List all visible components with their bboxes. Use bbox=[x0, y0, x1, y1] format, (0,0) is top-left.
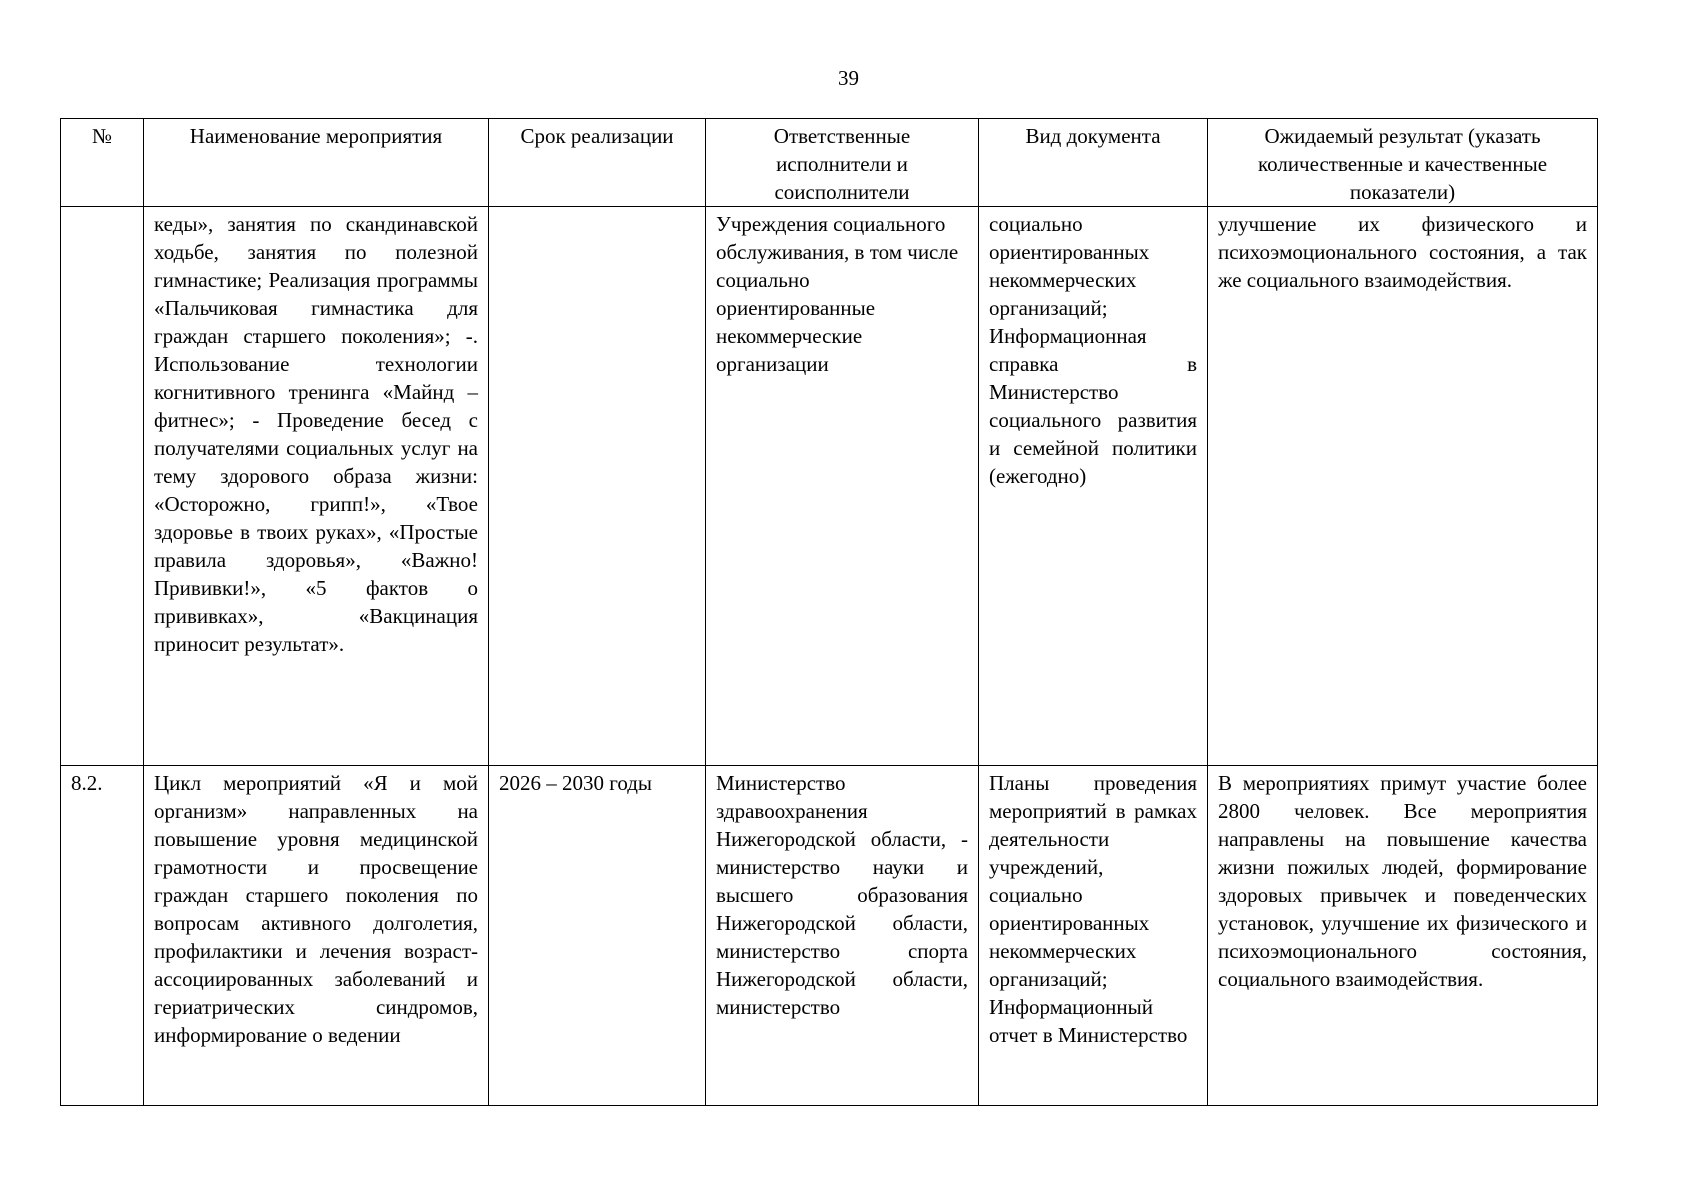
cell-name: кеды», занятия по скандинавской ходьбе, занятия по полезной гимнастике; Реализация программы «Пальчиковая гимнастика для граждан старшего поколения»; -. Использование технологии когнитивного тренинга «Майнд – фитнес»; - Проведение бесед с получателями социальных услуг на тему здорового образа жизни: «Осторожно, грипп!», «Твое здоровье в твоих руках», «Простые правила здоровья», «Важно! Прививки!», «5 фактов о прививках», «Вакцинация приносит результат». bbox=[144, 207, 489, 766]
cell-doc-type: социально ориентированных некоммерческих организаций; Информационная справка в Министерство социального развития и семейной политики (ежегодно) bbox=[979, 207, 1208, 766]
page-number: 39 bbox=[838, 66, 859, 90]
table-row bbox=[61, 766, 1598, 1106]
table-row bbox=[61, 207, 1598, 766]
events-table bbox=[60, 118, 1598, 1106]
cell-num bbox=[61, 207, 144, 766]
header-doc-type: Вид документа bbox=[979, 119, 1208, 207]
cell-term bbox=[489, 207, 706, 766]
header-num: № bbox=[61, 119, 144, 207]
header-responsible: Ответственные исполнители и соисполнители bbox=[706, 119, 979, 207]
cell-term: 2026 – 2030 годы bbox=[489, 766, 706, 1106]
cell-result: В мероприятиях примут участие более 2800 человек. Все мероприятия направлены на повышение качества жизни пожилых людей, формирование здоровых привычек и поведенческих установок, улучшение их физического и психоэмоционального состояния, социального взаимодействия. bbox=[1208, 766, 1598, 1106]
cell-num: 8.2. bbox=[61, 766, 144, 1106]
cell-responsible: Учреждения социального обслуживания, в том числе социально ориентированные некоммерческие организации bbox=[706, 207, 979, 766]
header-term: Срок реализации bbox=[489, 119, 706, 207]
header-name: Наименование мероприятия bbox=[144, 119, 489, 207]
cell-name: Цикл мероприятий «Я и мой организм» направленных на повышение уровня медицинской грамотности и просвещение граждан старшего поколения по вопросам активного долголетия, профилактики и лечения возраст-ассоциированных заболеваний и гериатрических синдромов, информирование о ведении bbox=[144, 766, 489, 1106]
cell-result: улучшение их физического и психоэмоционального состояния, а так же социального взаимодействия. bbox=[1208, 207, 1598, 766]
table-header-row bbox=[61, 119, 1598, 207]
cell-responsible: Министерство здравоохранения Нижегородской области, - министерство науки и высшего образования Нижегородской области, министерство спорта Нижегородской области, министерство bbox=[706, 766, 979, 1106]
cell-doc-type: Планы проведения мероприятий в рамках деятельности учреждений, социально ориентированных некоммерческих организаций; Информационный отчет в Министерство bbox=[979, 766, 1208, 1106]
header-result: Ожидаемый результат (указать количественные и качественные показатели) bbox=[1208, 119, 1598, 207]
